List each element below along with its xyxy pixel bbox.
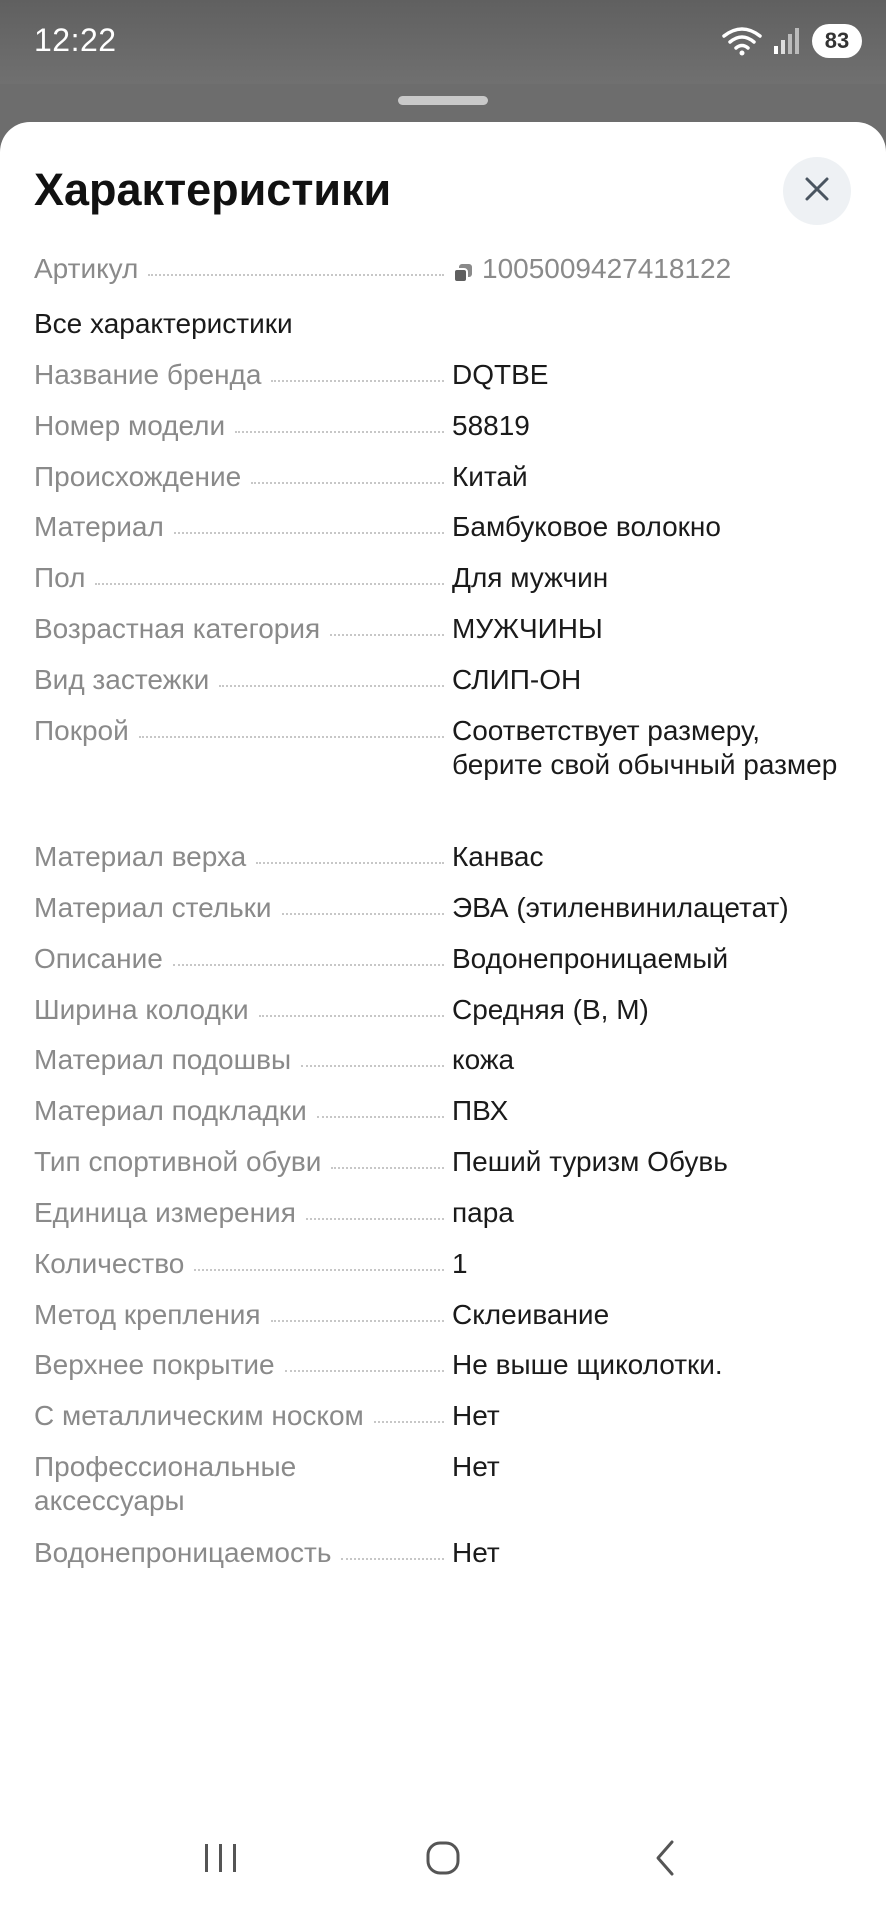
back-icon: [650, 1838, 680, 1883]
dotted-leader: [330, 612, 444, 636]
dotted-leader: [282, 891, 444, 915]
spec-label: Покрой: [34, 715, 129, 746]
spec-label: Номер модели: [34, 410, 226, 441]
section-heading: Все характеристики: [34, 308, 293, 339]
spec-row: [34, 1536, 852, 1570]
spec-value: 1: [452, 1248, 468, 1279]
dotted-leader: [341, 1536, 444, 1560]
spec-value: Канвас: [452, 841, 544, 872]
spec-label: Происхождение: [34, 461, 242, 492]
spec-label: Материал подошвы: [34, 1044, 292, 1075]
spec-value: Пеший туризм Обувь: [452, 1146, 728, 1177]
dotted-leader: [259, 993, 444, 1017]
sheet-drag-handle[interactable]: [398, 96, 488, 105]
spec-row: [34, 942, 852, 976]
spec-value: МУЖЧИНЫ: [452, 613, 603, 644]
spec-label: Тип спортивной обуви: [34, 1146, 322, 1177]
spec-label: Возрастная категория: [34, 613, 321, 644]
spec-value: Китай: [452, 461, 528, 492]
home-icon: [423, 1838, 463, 1883]
copy-icon[interactable]: [452, 258, 474, 280]
spec-label: Материал верха: [34, 841, 247, 872]
dotted-leader: [285, 1348, 444, 1372]
dotted-leader: [271, 1298, 444, 1322]
dotted-leader: [174, 510, 444, 534]
article-row: [34, 252, 852, 286]
battery-indicator: 83: [812, 24, 862, 58]
spec-value: кожа: [452, 1044, 515, 1075]
dotted-leader: [301, 1043, 444, 1067]
dotted-leader: [256, 840, 444, 864]
dotted-leader: [194, 1247, 444, 1271]
spec-row: [34, 1298, 852, 1332]
spec-value: Не выше щиколотки.: [452, 1349, 723, 1380]
spec-value: ПВХ: [452, 1095, 509, 1126]
spec-row: [34, 714, 852, 782]
spec-label: Материал стельки: [34, 892, 272, 923]
dotted-leader: [219, 663, 444, 687]
spec-row: [34, 510, 852, 544]
spec-row: [34, 561, 852, 595]
dotted-leader: [317, 1094, 444, 1118]
spec-value: Нет: [452, 1537, 500, 1568]
close-icon: [803, 175, 831, 208]
dotted-leader: [251, 460, 444, 484]
article-number: 1005009427418122: [482, 253, 732, 284]
recents-button[interactable]: [191, 1830, 251, 1890]
spec-label: Материал подкладки: [34, 1095, 307, 1126]
home-button[interactable]: [413, 1830, 473, 1890]
dotted-leader: [331, 1145, 444, 1169]
sheet-title: Характеристики: [34, 164, 392, 215]
article-label: Артикул: [34, 253, 139, 284]
spec-label: Материал: [34, 511, 164, 542]
spec-value: 58819: [452, 410, 530, 441]
signal-icon: [772, 26, 802, 56]
spec-row: [34, 1196, 852, 1230]
spec-row: [34, 409, 852, 443]
dotted-leader: [95, 561, 444, 585]
dotted-leader: [374, 1399, 444, 1423]
spec-label: Ширина колодки: [34, 994, 249, 1025]
dotted-leader: [173, 942, 444, 966]
spec-label: С металлическим носком: [34, 1400, 364, 1431]
dotted-leader: [148, 252, 444, 276]
spec-value: СЛИП-ОН: [452, 664, 582, 695]
spec-row: [34, 1247, 852, 1281]
spec-value: пара: [452, 1197, 514, 1228]
spec-row: [34, 1043, 852, 1077]
spec-row: [34, 663, 852, 697]
spec-label: Верхнее покрытие: [34, 1349, 275, 1380]
spec-row: [34, 1399, 852, 1433]
spec-value: Нет: [452, 1451, 500, 1482]
spec-row: [34, 1348, 852, 1382]
characteristics-sheet: [0, 122, 886, 1920]
spec-value: Бамбуковое волокно: [452, 511, 721, 542]
spec-value: Водонепроницаемый: [452, 943, 729, 974]
dotted-leader: [306, 1196, 444, 1220]
article-value[interactable]: [452, 252, 852, 286]
spec-value: Средняя (B, M): [452, 994, 649, 1025]
dotted-leader: [139, 714, 444, 738]
status-icons: [722, 24, 862, 58]
spec-label: Описание: [34, 943, 163, 974]
spec-label: Метод крепления: [34, 1299, 261, 1330]
spec-label: Профессиональные аксессуары: [34, 1451, 297, 1516]
spec-row: [34, 460, 852, 494]
spec-label: Единица измерения: [34, 1197, 296, 1228]
close-button[interactable]: [783, 157, 851, 225]
spec-value: Склеивание: [452, 1299, 610, 1330]
spec-row: [34, 840, 852, 874]
system-nav-bar: [0, 1800, 886, 1920]
spec-value: Для мужчин: [452, 562, 609, 593]
spec-label: Вид застежки: [34, 664, 210, 695]
spec-value: ЭВА (этиленвинилацетат): [452, 892, 789, 923]
status-time: 12:22: [34, 22, 117, 58]
dotted-leader: [271, 358, 444, 382]
wifi-icon: [722, 26, 762, 56]
back-button[interactable]: [635, 1830, 695, 1890]
spec-row: [34, 358, 852, 392]
spec-label: Водонепроницаемость: [34, 1537, 332, 1568]
status-bar: [0, 0, 886, 84]
spec-row: [34, 993, 852, 1027]
spec-row: [34, 612, 852, 646]
spec-label: Пол: [34, 562, 86, 593]
spec-value: Соответствует размеру, берите свой обычный размер: [452, 715, 838, 780]
spec-label: Название бренда: [34, 359, 262, 390]
spec-row: [34, 1145, 852, 1179]
spec-value: DQTBE: [452, 359, 549, 390]
spec-row: [34, 1094, 852, 1128]
dotted-leader: [235, 409, 444, 433]
spec-value: Нет: [452, 1400, 500, 1431]
spec-row: [34, 891, 852, 925]
recents-icon: [201, 1840, 241, 1881]
spec-row: [34, 1450, 852, 1518]
spec-label: Количество: [34, 1248, 185, 1279]
